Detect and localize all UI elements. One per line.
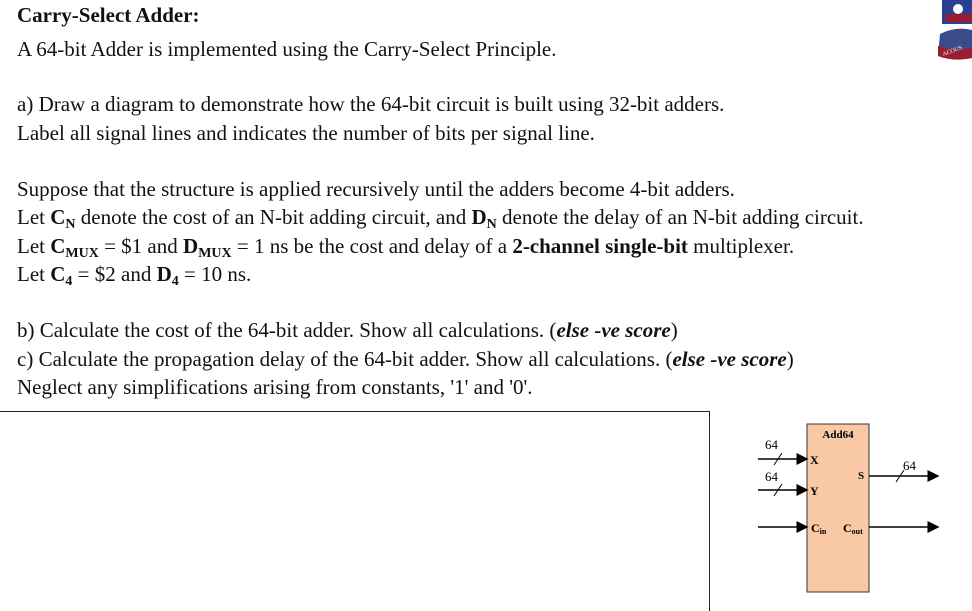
intro-text: A 64-bit Adder is implemented using the Carry-Select Principle.	[17, 37, 557, 61]
part-b-text: b) Calculate the cost of the 64-bit adder. Show all calculations. (else -ve score)	[17, 318, 678, 342]
setup-line-1: Suppose that the structure is applied recursively until the adders become 4-bit adders.	[17, 177, 735, 201]
port-cout-label: C	[843, 521, 852, 535]
page-title: Carry-Select Adder:	[17, 3, 200, 27]
y-width-label: 64	[765, 469, 778, 484]
port-cin-label: C	[811, 521, 820, 535]
answer-box[interactable]	[0, 411, 710, 611]
s-width-label: 64	[903, 458, 916, 473]
part-c-text: c) Calculate the propagation delay of the 64-bit adder. Show all calculations. (else -ve score)	[17, 347, 794, 371]
note-text: Neglect any simplifications arising from constants, '1' and '0'.	[17, 375, 533, 399]
port-y-label: Y	[810, 484, 819, 498]
port-s-label: S	[858, 470, 865, 482]
port-x-label: X	[810, 453, 819, 467]
setup-line-2: Let $C_N$ denote the cost of an N-bit adding circuit, and $D_N$ denote the delay of an N-bit adding circuit.	[17, 205, 864, 232]
x-width-label: 64	[765, 437, 778, 452]
setup-line-4: Let $C_4$ = $2 and $D_4 = 10$ ns.	[17, 262, 252, 289]
svg-text:ACOUS: ACOUS	[942, 45, 964, 58]
part-a-line-1: a) Draw a diagram to demonstrate how the 64-bit circuit is built using 32-bit adders.	[17, 92, 725, 116]
port-cin-sub: in	[819, 527, 827, 536]
port-cout-sub: out	[851, 527, 863, 536]
add64-block	[807, 424, 869, 592]
setup-line-3: Let $C_{MUX}$ = $1 and $D_{MUX} = 1$ ns be the cost and delay of a 2-channel single-bit multiplexer.	[17, 234, 795, 261]
university-crest-logo	[936, 0, 972, 80]
block-label: Add64	[822, 429, 854, 441]
part-a-line-2: Label all signal lines and indicates the number of bits per signal line.	[17, 121, 595, 145]
adder-block-diagram	[748, 418, 972, 598]
